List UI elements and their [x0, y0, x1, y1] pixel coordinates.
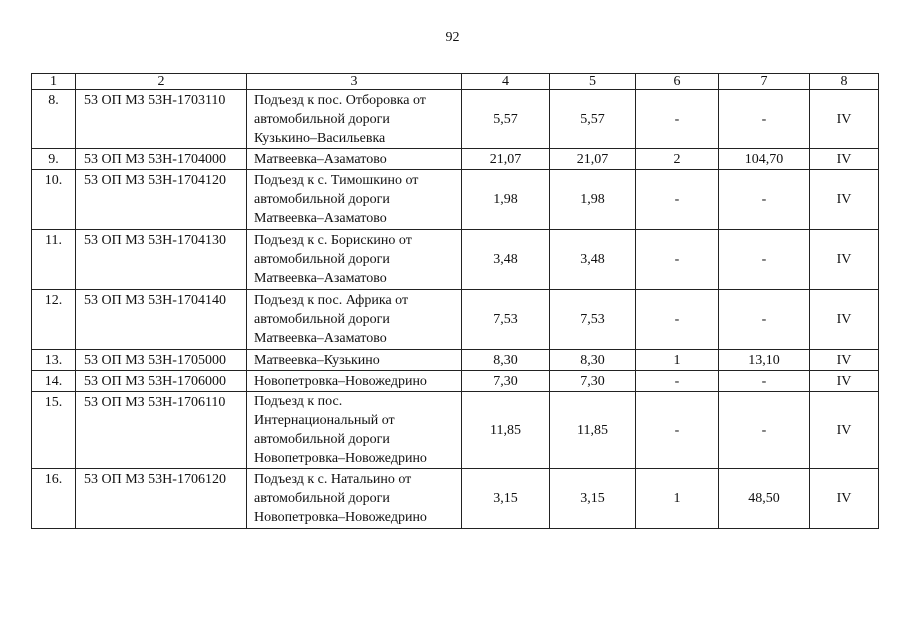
table-row	[32, 290, 879, 350]
cell-col6: 1	[636, 350, 719, 371]
cell-col8: IV	[810, 371, 879, 392]
header-cell: 5	[550, 74, 636, 90]
cell-col4: 11,85	[462, 392, 550, 469]
cell-col7: -	[719, 230, 810, 290]
table-row	[32, 230, 879, 290]
road-id: 53 ОП МЗ 53Н-1706120	[76, 469, 247, 529]
cell-col4: 21,07	[462, 149, 550, 170]
table-row	[32, 469, 879, 529]
row-number: 11.	[32, 230, 76, 290]
cell-col4: 5,57	[462, 90, 550, 149]
row-number: 14.	[32, 371, 76, 392]
cell-col7: 48,50	[719, 469, 810, 529]
road-id: 53 ОП МЗ 53Н-1704140	[76, 290, 247, 350]
row-number: 9.	[32, 149, 76, 170]
cell-col7: -	[719, 392, 810, 469]
cell-col4: 8,30	[462, 350, 550, 371]
road-name: Новопетровка–Новожедрино	[247, 371, 462, 392]
cell-col8: IV	[810, 230, 879, 290]
road-name: Подъезд к с. Тимошкино от автомобильной дороги Матвеевка–Азаматово	[247, 170, 462, 230]
cell-col4: 3,48	[462, 230, 550, 290]
cell-col7: -	[719, 290, 810, 350]
cell-col5: 8,30	[550, 350, 636, 371]
cell-col5: 21,07	[550, 149, 636, 170]
table-header-row	[32, 74, 879, 90]
row-number: 10.	[32, 170, 76, 230]
row-number: 12.	[32, 290, 76, 350]
cell-col4: 1,98	[462, 170, 550, 230]
cell-col6: -	[636, 290, 719, 350]
road-name: Подъезд к пос. Африка от автомобильной дороги Матвеевка–Азаматово	[247, 290, 462, 350]
row-number: 16.	[32, 469, 76, 529]
road-name: Подъезд к с. Борискино от автомобильной дороги Матвеевка–Азаматово	[247, 230, 462, 290]
table-row	[32, 170, 879, 230]
road-id: 53 ОП МЗ 53Н-1703110	[76, 90, 247, 149]
road-name: Подъезд к пос. Интернациональный от автомобильной дороги Новопетровка–Новожедрино	[247, 392, 462, 469]
cell-col7: -	[719, 170, 810, 230]
cell-col4: 3,15	[462, 469, 550, 529]
cell-col5: 7,30	[550, 371, 636, 392]
road-name: Подъезд к пос. Отборовка от автомобильной дороги Кузькино–Васильевка	[247, 90, 462, 149]
cell-col7: -	[719, 90, 810, 149]
header-cell: 4	[462, 74, 550, 90]
cell-col5: 1,98	[550, 170, 636, 230]
cell-col5: 7,53	[550, 290, 636, 350]
cell-col7: 104,70	[719, 149, 810, 170]
road-id: 53 ОП МЗ 53Н-1704120	[76, 170, 247, 230]
table-row	[32, 371, 879, 392]
cell-col8: IV	[810, 90, 879, 149]
header-cell: 1	[32, 74, 76, 90]
cell-col4: 7,30	[462, 371, 550, 392]
road-name: Подъезд к с. Натальино от автомобильной дороги Новопетровка–Новожедрино	[247, 469, 462, 529]
cell-col6: -	[636, 371, 719, 392]
cell-col7: 13,10	[719, 350, 810, 371]
cell-col8: IV	[810, 392, 879, 469]
cell-col8: IV	[810, 149, 879, 170]
cell-col7: -	[719, 371, 810, 392]
road-id: 53 ОП МЗ 53Н-1704000	[76, 149, 247, 170]
cell-col5: 3,15	[550, 469, 636, 529]
road-id: 53 ОП МЗ 53Н-1706000	[76, 371, 247, 392]
table-row	[32, 90, 879, 149]
cell-col5: 5,57	[550, 90, 636, 149]
road-id: 53 ОП МЗ 53Н-1705000	[76, 350, 247, 371]
table-row	[32, 350, 879, 371]
cell-col6: -	[636, 392, 719, 469]
cell-col6: 1	[636, 469, 719, 529]
cell-col6: -	[636, 90, 719, 149]
road-id: 53 ОП МЗ 53Н-1704130	[76, 230, 247, 290]
row-number: 8.	[32, 90, 76, 149]
cell-col8: IV	[810, 170, 879, 230]
table-row	[32, 149, 879, 170]
cell-col8: IV	[810, 350, 879, 371]
page-number: 92	[445, 30, 460, 45]
header-cell: 2	[76, 74, 247, 90]
road-id: 53 ОП МЗ 53Н-1706110	[76, 392, 247, 469]
header-cell: 6	[636, 74, 719, 90]
table-row	[32, 392, 879, 469]
cell-col5: 11,85	[550, 392, 636, 469]
road-name: Матвеевка–Азаматово	[247, 149, 462, 170]
cell-col8: IV	[810, 469, 879, 529]
row-number: 15.	[32, 392, 76, 469]
header-cell: 7	[719, 74, 810, 90]
cell-col4: 7,53	[462, 290, 550, 350]
roads-table	[31, 73, 879, 529]
cell-col6: 2	[636, 149, 719, 170]
cell-col6: -	[636, 230, 719, 290]
row-number: 13.	[32, 350, 76, 371]
road-name: Матвеевка–Кузькино	[247, 350, 462, 371]
cell-col6: -	[636, 170, 719, 230]
cell-col8: IV	[810, 290, 879, 350]
header-cell: 3	[247, 74, 462, 90]
header-cell: 8	[810, 74, 879, 90]
cell-col5: 3,48	[550, 230, 636, 290]
